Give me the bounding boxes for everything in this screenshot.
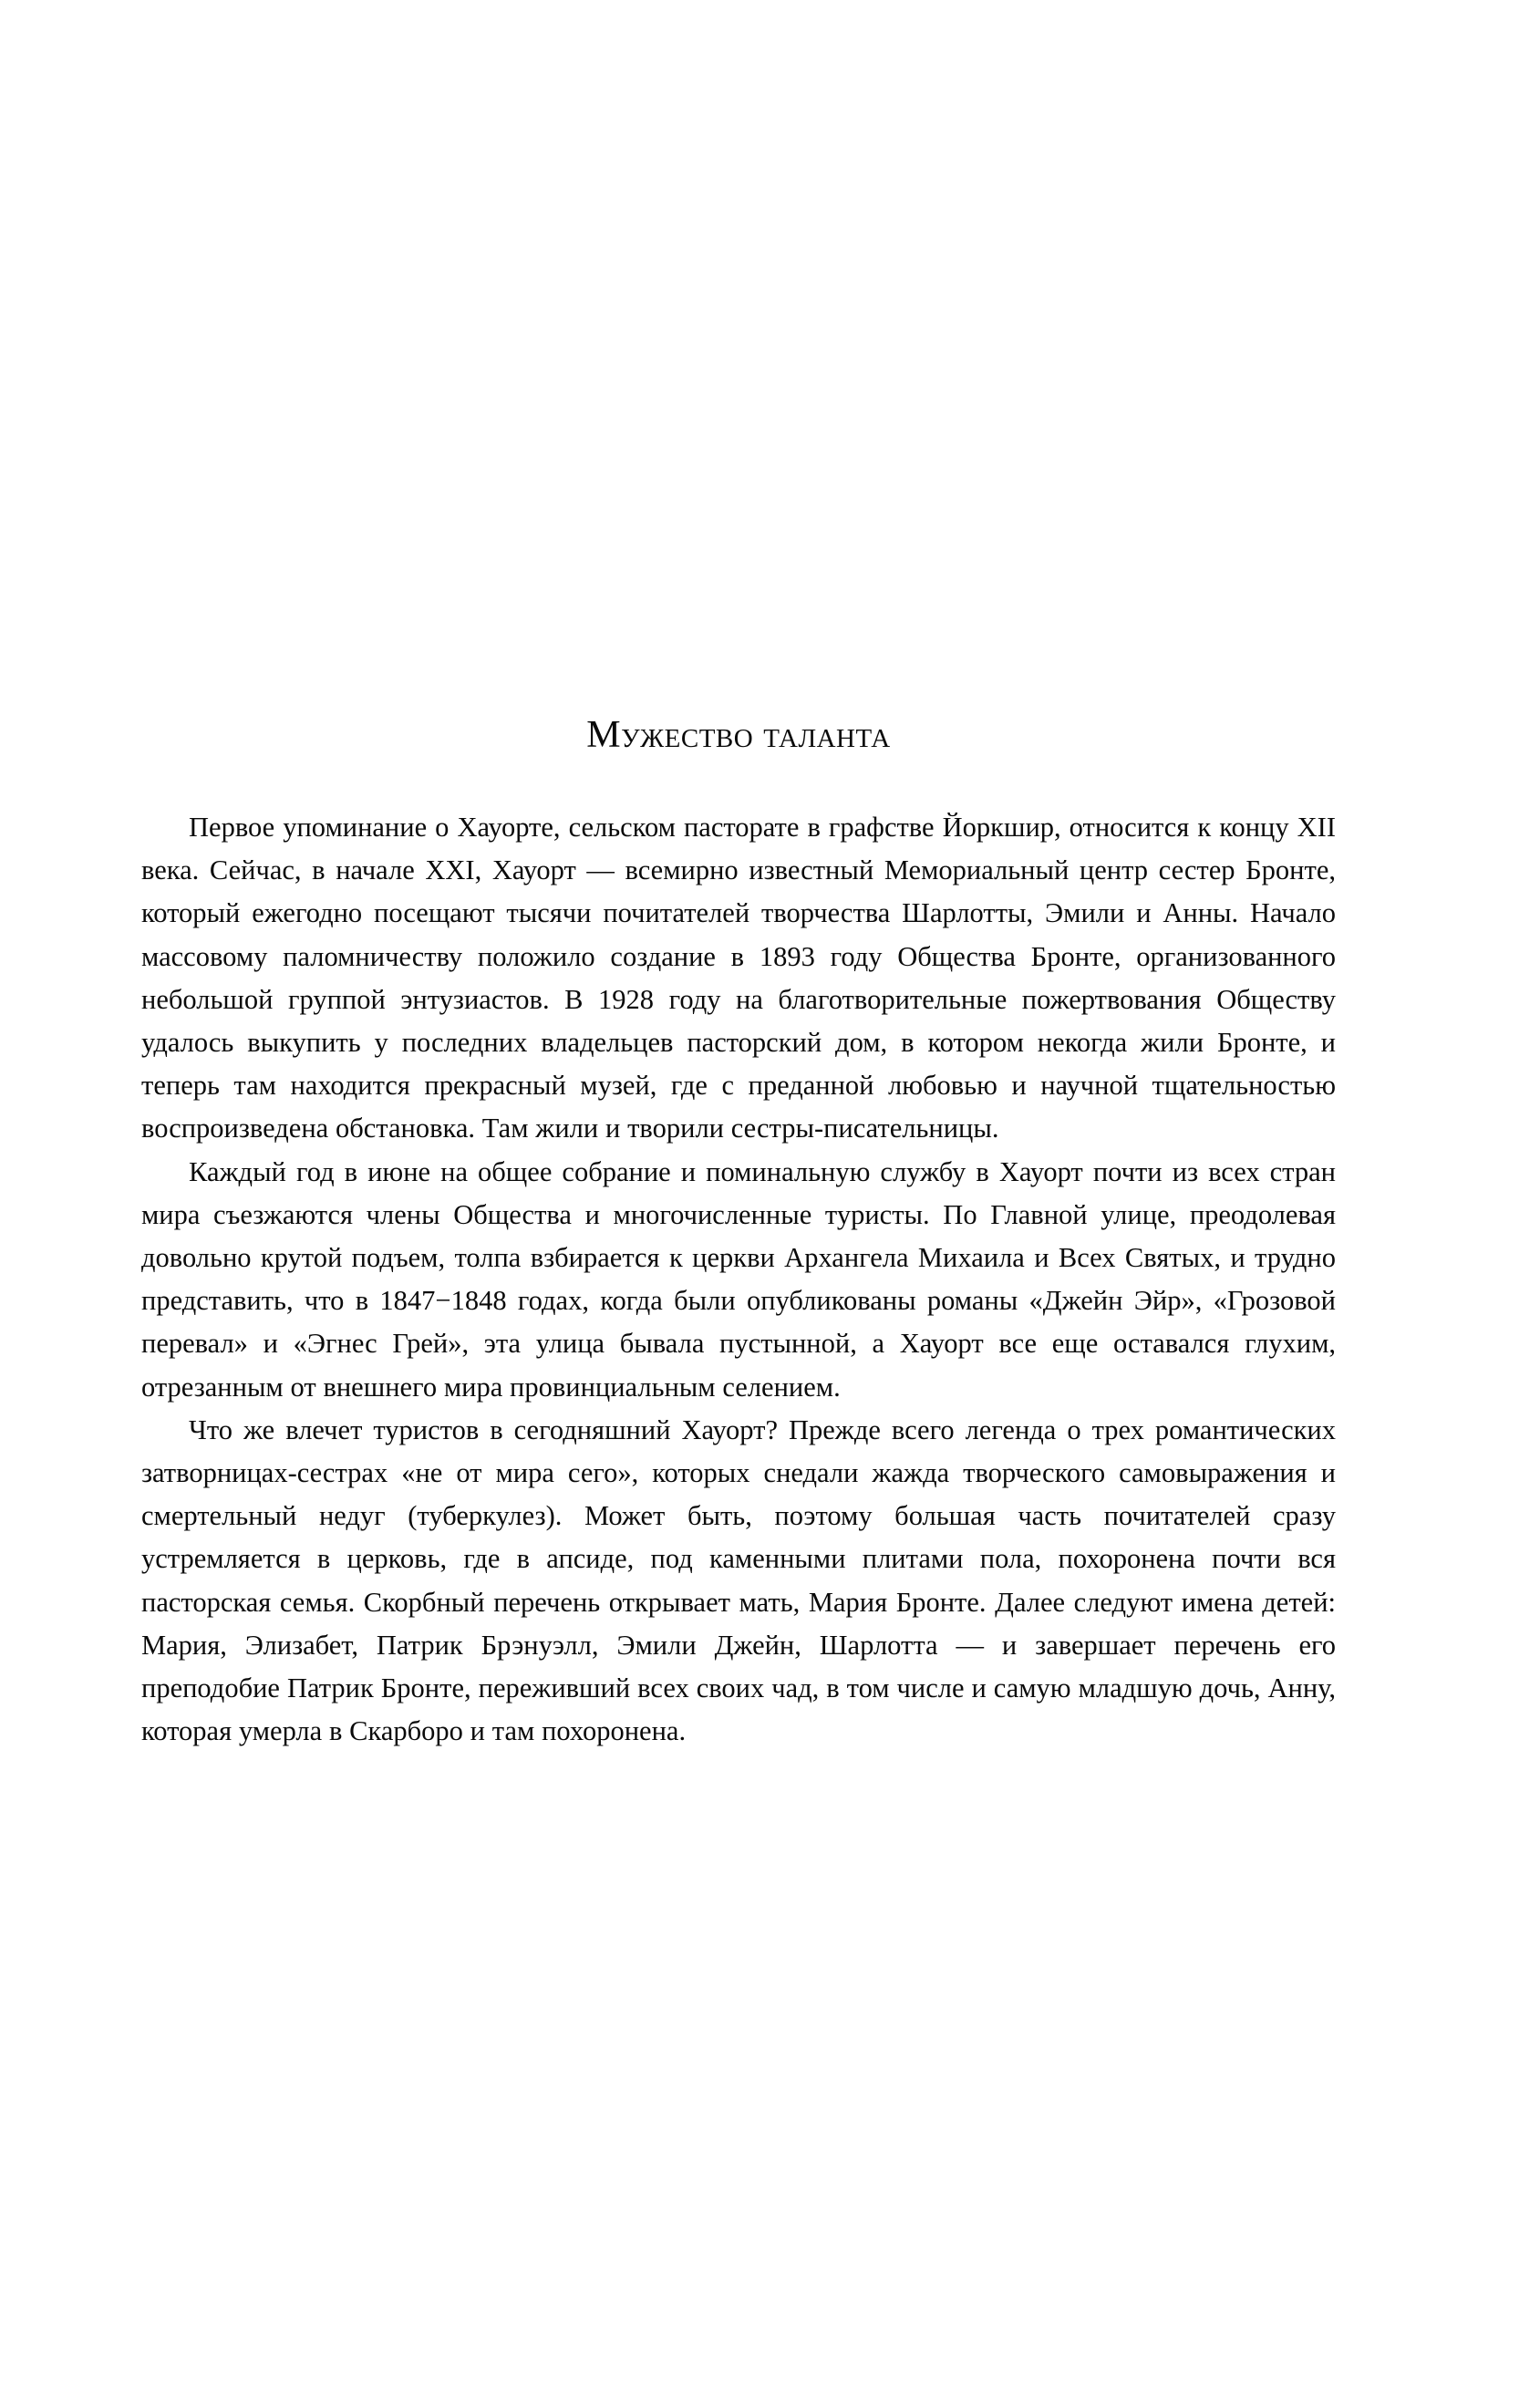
chapter-title: Мужество таланта	[586, 714, 891, 756]
body-paragraph: Каждый год в июне на общее собрание и поминальную службу в Хауорт почти из всех стран мира съезжаются члены Общества и многочисленные туристы. По Главной улице, преодолевая довольно крутой подъем, толпа взбирается к церкви Архангела Михаила и Всех Святых, и трудно представить, что в 1847−1848 годах, когда были опубликованы романы «Джейн Эйр», «Грозовой перевал» и «Эгнес Грей», эта улица бывала пустынной, а Хауорт все еще оставался глухим, отрезанным от внешнего мира провинциальным селением.	[141, 1155, 1336, 1403]
text-block	[141, 711, 1336, 1753]
body-paragraph: Первое упоминание о Хауорте, сельском пасторате в графстве Йоркшир, относится к концу XII века. Сейчас, в начале XXI, Хауорт — всемирно известный Мемориальный центр сестер Бронте, который ежегодно посещают тысячи почитателей творчества Шарлотты, Эмили и Анны. Начало массовому паломничеству положило создание в 1893 году Общества Бронте, организованного небольшой группой энтузиастов. В 1928 году на благотворительные пожертвования Обществу удалось выкупить у последних владельцев пасторский дом, в котором некогда жили Бронте, и теперь там находится прекрасный музей, где с преданной любовью и научной тщательностью воспроизведена обстановка. Там жили и творили сестры-писательницы.	[141, 812, 1336, 1144]
body-paragraph: Что же влечет туристов в сегодняшний Хауорт? Прежде всего легенда о трех романтических затворницах-сестрах «не от мира сего», которых снедали жажда творческого самовыражения и смертельный недуг (туберкулез). Может быть, поэтому большая часть почитателей сразу устремляется в церковь, где в апсиде, под каменными плитами пола, похоронена почти вся пасторская семья. Скорбный перечень открывает мать, Мария Бронте. Далее следуют имена детей: Мария, Элизабет, Патрик Брэнуэлл, Эмили Джейн, Шарлотта — и завершает перечень его преподобие Патрик Бронте, переживший всех своих чад, в том числе и самую младшую дочь, Анну, которая умерла в Скарборо и там похоронена.	[141, 1413, 1336, 1747]
